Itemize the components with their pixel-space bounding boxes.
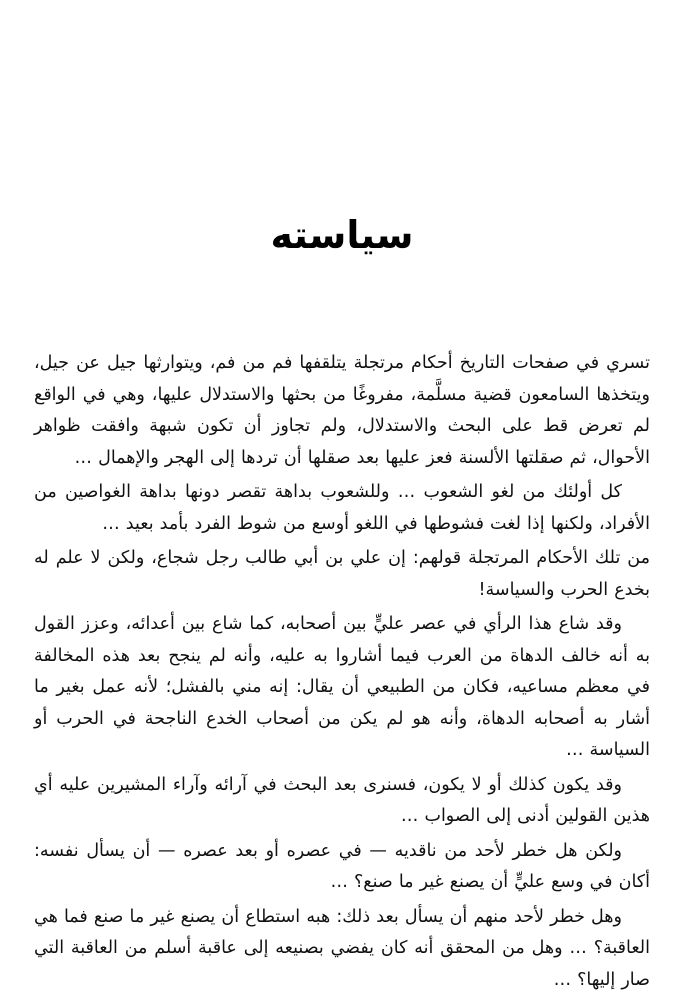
paragraph-2: كل أولئك من لغو الشعوب … وللشعوب بداهة تقصر دونها بداهة الغواصين من الأفراد، ولكنها إذا لغت فشوطها في اللغو أوسع من شوط الفرد بأمد بعيد … (34, 482, 650, 534)
paragraph-3: من تلك الأحكام المرتجلة قولهم: إن علي بن أبي طالب رجل شجاع، ولكن لا علم له بخدع الحرب والسياسة! (34, 548, 650, 600)
paragraph-4: وقد شاع هذا الرأي في عصر عليٍّ بين أصحابه، كما شاع بين أعدائه، وعزز القول به أنه خالف الدهاة من العرب فيما أشاروا به عليه، وأنه لم ينجح بعد هذه المخالفة في معظم مساعيه، فكان من الطبيعي أن يقال: إنه مني بالفشل؛ لأنه عمل بغير ما أشار به أصحابه الدهاة، وأنه هو لم يكن من أصحاب الخدع الناجحة في الحرب أو السياسة … (34, 614, 650, 760)
chapter-title: سياسته (270, 213, 414, 257)
body-text (34, 348, 650, 999)
paragraph-1: تسري في صفحات التاريخ أحكام مرتجلة يتلقفها فم من فم، ويتوارثها جيل عن جيل، ويتخذها السامعون قضية مسلَّمة، مفروغًا من بحثها والاستدلال عليها، وهي في الواقع لم تعرض قط على البحث والاستدلال، ولم تجاوز أن تكون شبهة وافقت ظواهر الأحوال، ثم صقلتها الألسنة فعز عليها بعد صقلها أن تردها إلى الهجر والإهمال … (34, 353, 650, 468)
paragraph-7: وهل خطر لأحد منهم أن يسأل بعد ذلك: هبه استطاع أن يصنع غير ما صنع فما هي العاقبة؟ … وهل من المحقق أنه كان يفضي بصنيعه إلى عاقبة أسلم من العاقبة التي صار إليها؟ … (34, 906, 650, 990)
paragraph-6: ولكن هل خطر لأحد من ناقديه — في عصره أو بعد عصره — أن يسأل نفسه: أكان في وسع عليٍّ أن يصنع غير ما صنع؟ … (34, 840, 650, 892)
paragraph-5: وقد يكون كذلك أو لا يكون، فسنرى بعد البحث في آرائه وآراء المشيرين عليه أي هذين القولين أدنى إلى الصواب … (34, 774, 650, 826)
